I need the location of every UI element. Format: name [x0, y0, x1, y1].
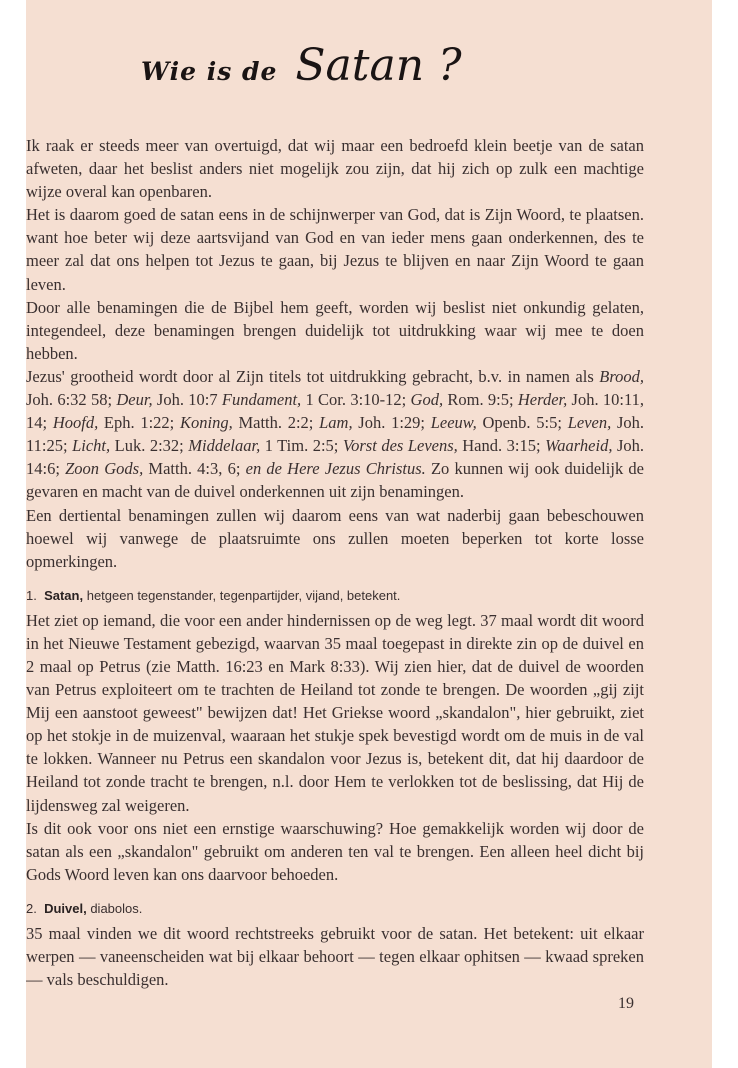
paragraph-intro: Ik raak er steeds meer van overtuigd, dat wij maar een bedroefd klein beetje van de satan afweten, daar het beslist anders niet mogelijk zou zijn, dat hij zich op zulk een machtige wijze overal kan openbaren.	[26, 136, 644, 202]
article-body	[26, 134, 644, 991]
section-satan-paragraph-2: Is dit ook voor ons niet een ernstige waarschuwing? Hoe gemakkelijk worden wij door de satan als een „skandalon" gebruikt om anderen ten val te brengen. Een alleen heel dicht bij Gods Woord leven kan ons daarvoor behoeden.	[26, 818, 644, 884]
paragraph-titles-of-jesus: Jezus' grootheid wordt door al Zijn titels tot uitdrukking gebracht, b.v. in namen als Brood, Joh. 6:32 58; Deur, Joh. 10:7 Fundament, 1 Cor. 3:10-12; God, Rom. 9:5; Herder, Joh. 10:11, 14; Hoofd, Eph. 1:22; Koning, Matth. 2:2; Lam, Joh. 1:29; Leeuw, Openb. 5:5; Leven, Joh. 11:25; Licht, Luk. 2:32; Middelaar, 1 Tim. 2:5; Vorst des Levens, Hand. 3:15; Waarheid, Joh. 14:6; Zoon Gods, Matth. 4:3, 6; en de Here Jezus Christus. Zo kunnen wij ook duidelijk de gevaren en macht van de duivel onderkennen uit zijn benamingen.	[26, 366, 645, 502]
title-script-part: Satan ?	[295, 40, 462, 91]
section-heading-satan: 1. Satan, hetgeen tegenstander, tegenpartijder, vijand, betekent.	[26, 587, 401, 603]
paragraph-names: Door alle benamingen die de Bijbel hem geeft, worden wij beslist niet onkundig gelaten, integendeel, deze benamingen brengen duidelijk tot uitdrukking waar wij mee te doen hebben.	[26, 297, 644, 363]
section-satan-paragraph-1: Het ziet op iemand, die voor een ander hindernissen op de weg legt. 37 maal wordt dit woord in het Nieuwe Testament gebezigd, waarvan 35 maal toegepast in direkte zin op de duivel en 2 maal op Petrus (zie Matth. 16:23 en Mark 8:33). Wij zien hier, dat de duivel de woorden van Petrus exploiteert om te trachten de Heiland tot zonde te brengen. De woorden „gij zijt Mij een aanstoot geweest" bewijzen dat! Het Griekse woord „skandalon", hier gebruikt, ziet op het stokje in de muizenval, waaraan het stukje spek bevestigd wordt om de muis in de val te lokken. Wanneer nu Petrus een skandalon voor Jezus is, betekent dit, dat hij daardoor de Heiland tot zonde tracht te brengen, n.l. door Hem te verlokken tot de beslissing, dat Hij de lijdensweg zal weigeren.	[26, 610, 644, 815]
section-heading-duivel: 2. Duivel, diabolos.	[26, 900, 143, 916]
document-page	[26, 0, 712, 1068]
page-title	[141, 40, 462, 100]
section-duivel-paragraph-1: 35 maal vinden we dit woord rechtstreeks gebruikt voor de satan. Het betekent: uit elkaar werpen — vaneenscheiden wat bij elkaar behoort — tegen elkaar ophitsen — kwaad spreken — vals beschuldigen.	[26, 923, 644, 990]
paragraph-thirteen-names: Een dertiental benamingen zullen wij daarom eens van wat naderbij gaan bebeschouwen hoewel wij vanwege de plaatsruimte ons zullen moeten beperken tot korte losse opmerkingen.	[26, 505, 644, 571]
title-bold-part: Wie is de	[141, 57, 278, 86]
page-number: 19	[618, 995, 634, 1012]
paragraph-spotlight: Het is daarom goed de satan eens in de schijnwerper van God, dat is Zijn Woord, te plaatsen. want hoe beter wij deze aartsvijand van God en van ieder mens gaan onderkennen, des te meer zal dat ons helpen tot Jezus te gaan, bij Jezus te blijven en naar Zijn Woord te gaan leven.	[26, 205, 644, 294]
